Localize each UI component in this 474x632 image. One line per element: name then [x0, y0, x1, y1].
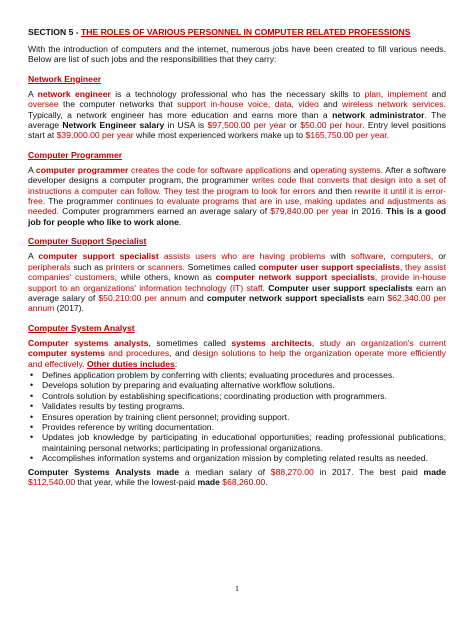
text-run: such as: [70, 261, 106, 272]
highlight-support: support in-house voice, data, video: [177, 99, 319, 110]
highlight-procedures: and procedures: [108, 348, 170, 359]
term-systems-architects: systems architects: [231, 337, 312, 348]
highlight-study: study an organization's current: [319, 337, 446, 348]
system-analyst-heading: Computer System Analyst: [28, 322, 135, 333]
term-network-administrator: network administrator: [332, 109, 425, 120]
list-item: • Develops solution by preparing and evaluating alternative workflow solutions.: [42, 380, 446, 390]
text-run: with: [325, 251, 351, 262]
support-specialist-heading: Computer Support Specialist: [28, 236, 147, 247]
highlight-test-program: They test the program to look for errors: [163, 185, 316, 196]
term-network-engineer: network engineer: [37, 88, 111, 99]
term-user-support-bold: Computer user support specialists: [268, 282, 413, 293]
list-item: • Accomplishes information systems and organization mission by completing related results as needed.: [42, 453, 446, 463]
text-run: .: [265, 477, 268, 487]
highlight-implement: implement: [387, 88, 428, 99]
system-analyst-paragraph: [28, 338, 446, 369]
highlight-in-house-support: provide in-house support to an organizations' information technology (IT) staff: [28, 272, 446, 293]
list-item: • Defines application problem by conferring with clients; evaluating procedures and processes.: [42, 370, 446, 380]
text-run: .: [386, 130, 390, 141]
text-run: and then: [315, 185, 355, 196]
section-title: [28, 27, 446, 38]
text-run: or: [134, 261, 148, 272]
text-run: (2017).: [54, 303, 84, 314]
salary-programmer: $79,840.00 per year: [270, 206, 349, 217]
highlight-rewrite: rewrite it until it is error-free: [28, 185, 446, 207]
text-run: and: [318, 99, 343, 110]
term-network-support: computer network support specialists: [215, 272, 375, 283]
page-number: 1: [235, 584, 239, 593]
salary-average: $97,500.00 per year: [207, 120, 287, 131]
list-item: • Updates job knowledge by participating in educational opportunities; reading professional publications; maintaining personal networks; participating in professional organizations.: [42, 432, 446, 453]
highlight-assists-users: assists users who are having problems: [163, 251, 326, 262]
highlight-creates-code: creates the code for software applications: [131, 164, 291, 175]
text-run: or: [286, 120, 301, 131]
text-run: . The average: [28, 109, 446, 131]
computer-programmer-heading: Computer Programmer: [28, 149, 123, 160]
text-run: :: [174, 358, 178, 369]
text-run: while most experienced workers make up to: [133, 130, 306, 141]
highlight-oversee: oversee: [28, 99, 59, 110]
text-run: earn: [364, 292, 388, 303]
highlight-operating-systems: operating systems: [310, 164, 381, 175]
list-item: • Ensures operation by training client personnel; providing support.: [42, 412, 446, 422]
highlight-scanners: scanners: [147, 261, 183, 272]
text-run: that year, while the lowest-paid: [75, 477, 198, 487]
analyst-salary-paragraph: [28, 467, 446, 488]
support-specialist-paragraph: [28, 251, 446, 313]
list-item: • Controls solution by establishing specifications; coordinating production with programmers.: [42, 391, 446, 401]
highlight-assist-customers: they assist companies' customers: [28, 261, 446, 283]
salary-entry: $39,000.00 per year: [56, 130, 134, 141]
text-run: the computer networks that: [58, 99, 178, 110]
list-item: • Provides reference by writing documentation.: [42, 422, 446, 432]
text-run: ,: [380, 88, 388, 99]
salary-median: $88,270.00: [270, 466, 314, 477]
text-run: . The programmer: [42, 196, 117, 207]
salary-experienced: $165,750.00 per year: [305, 130, 387, 141]
highlight-printers: printers: [105, 261, 135, 272]
text-run: ,: [374, 272, 382, 283]
network-engineer-heading: Network Engineer: [28, 73, 102, 84]
salary-lowest-paid: $68,260.00: [222, 477, 266, 487]
text-run: ,: [399, 261, 406, 272]
computer-programmer-paragraph: [28, 165, 446, 227]
text-run: . After a software developer designs a computer program, the programmer: [28, 164, 446, 186]
note-work-alone: This is a good job for people who like to work alone: [28, 206, 446, 227]
network-engineer-paragraph: [28, 89, 446, 141]
salary-user-support: $50,210:00 per annum: [98, 292, 187, 303]
text-run: , sometimes called: [148, 337, 232, 348]
highlight-software: software: [350, 251, 384, 262]
highlight-computers: computers: [390, 251, 431, 262]
text-run: , or: [430, 251, 447, 262]
text-run: and: [291, 164, 311, 175]
section-number: SECTION 5 -: [28, 27, 82, 37]
text-run: in USA is: [164, 120, 208, 131]
text-run: is a technology professional who has the necessary skills to: [110, 88, 365, 99]
text-run: ,: [383, 251, 391, 262]
text-run: .: [178, 216, 182, 227]
term-network-support-bold: computer network support specialists: [206, 292, 365, 303]
term-support-specialist: computer support specialist: [38, 251, 159, 262]
text-run: ,: [311, 337, 320, 348]
text-run: A: [28, 88, 38, 99]
text-run: and: [427, 88, 446, 99]
text-run: . Typically, a network engineer has more education and earns more than a: [28, 99, 446, 120]
salary-network-support: $62,340.00 per annum: [28, 292, 447, 314]
term-made: made: [423, 466, 446, 477]
text-run: and: [186, 292, 207, 303]
term-analysts-made: Computer Systems Analysts made: [28, 466, 180, 477]
highlight-peripherals: peripherals: [28, 261, 71, 272]
text-run: . Entry level positions start at: [28, 120, 446, 141]
section-heading: THE ROLES OF VARIOUS PERSONNEL IN COMPUTER RELATED PROFESSIONS: [81, 27, 411, 37]
other-duties-label: Other duties includes: [86, 358, 175, 369]
term-user-support: computer user support specialists: [258, 261, 400, 272]
term-computer-systems: computer systems: [28, 348, 105, 359]
text-run: , while others, known as: [114, 272, 216, 283]
term-computer-programmer: computer programmer: [35, 164, 129, 175]
salary-best-paid: $112,540.00: [28, 477, 76, 487]
highlight-writes-code: writes code that converts that design into a set of instructions a computer can follow: [28, 175, 446, 196]
term-systems-analysts: Computer systems analysts: [28, 337, 149, 348]
term-made: made: [197, 477, 220, 487]
text-run: .: [82, 358, 87, 369]
list-item: • Validates results by testing programs.: [42, 401, 446, 411]
highlight-wireless: wireless network services: [342, 99, 444, 110]
text-run: .: [158, 185, 164, 196]
text-run: a median salary of: [179, 466, 271, 477]
highlight-plan: plan: [364, 88, 381, 99]
text-run: in 2016.: [348, 206, 387, 217]
duties-list: [28, 370, 446, 464]
text-run: earn an average salary of: [28, 282, 446, 303]
term-salary: Network Engineer salary: [62, 120, 165, 131]
text-run: , and: [169, 348, 193, 359]
text-run: . Computer programmers earned an average salary of: [56, 206, 271, 217]
text-run: .: [262, 282, 269, 293]
highlight-design-solutions: design solutions to help the organization operate more efficiently and effectively: [28, 348, 446, 369]
intro-paragraph: With the introduction of computers and the internet, numerous jobs have been created to fill various needs. Below are list of such jobs and the responsibilities that they carry:: [28, 44, 446, 65]
highlight-evaluate: continues to evaluate programs that are in use, making updates and adjustments as needed: [28, 196, 446, 217]
salary-hourly: $50.00 per hour: [300, 120, 363, 131]
text-run: . Sometimes called: [182, 261, 259, 272]
text-run: A: [28, 164, 36, 175]
text-run: in 2017. The best paid: [313, 466, 424, 477]
text-run: A: [28, 251, 39, 262]
